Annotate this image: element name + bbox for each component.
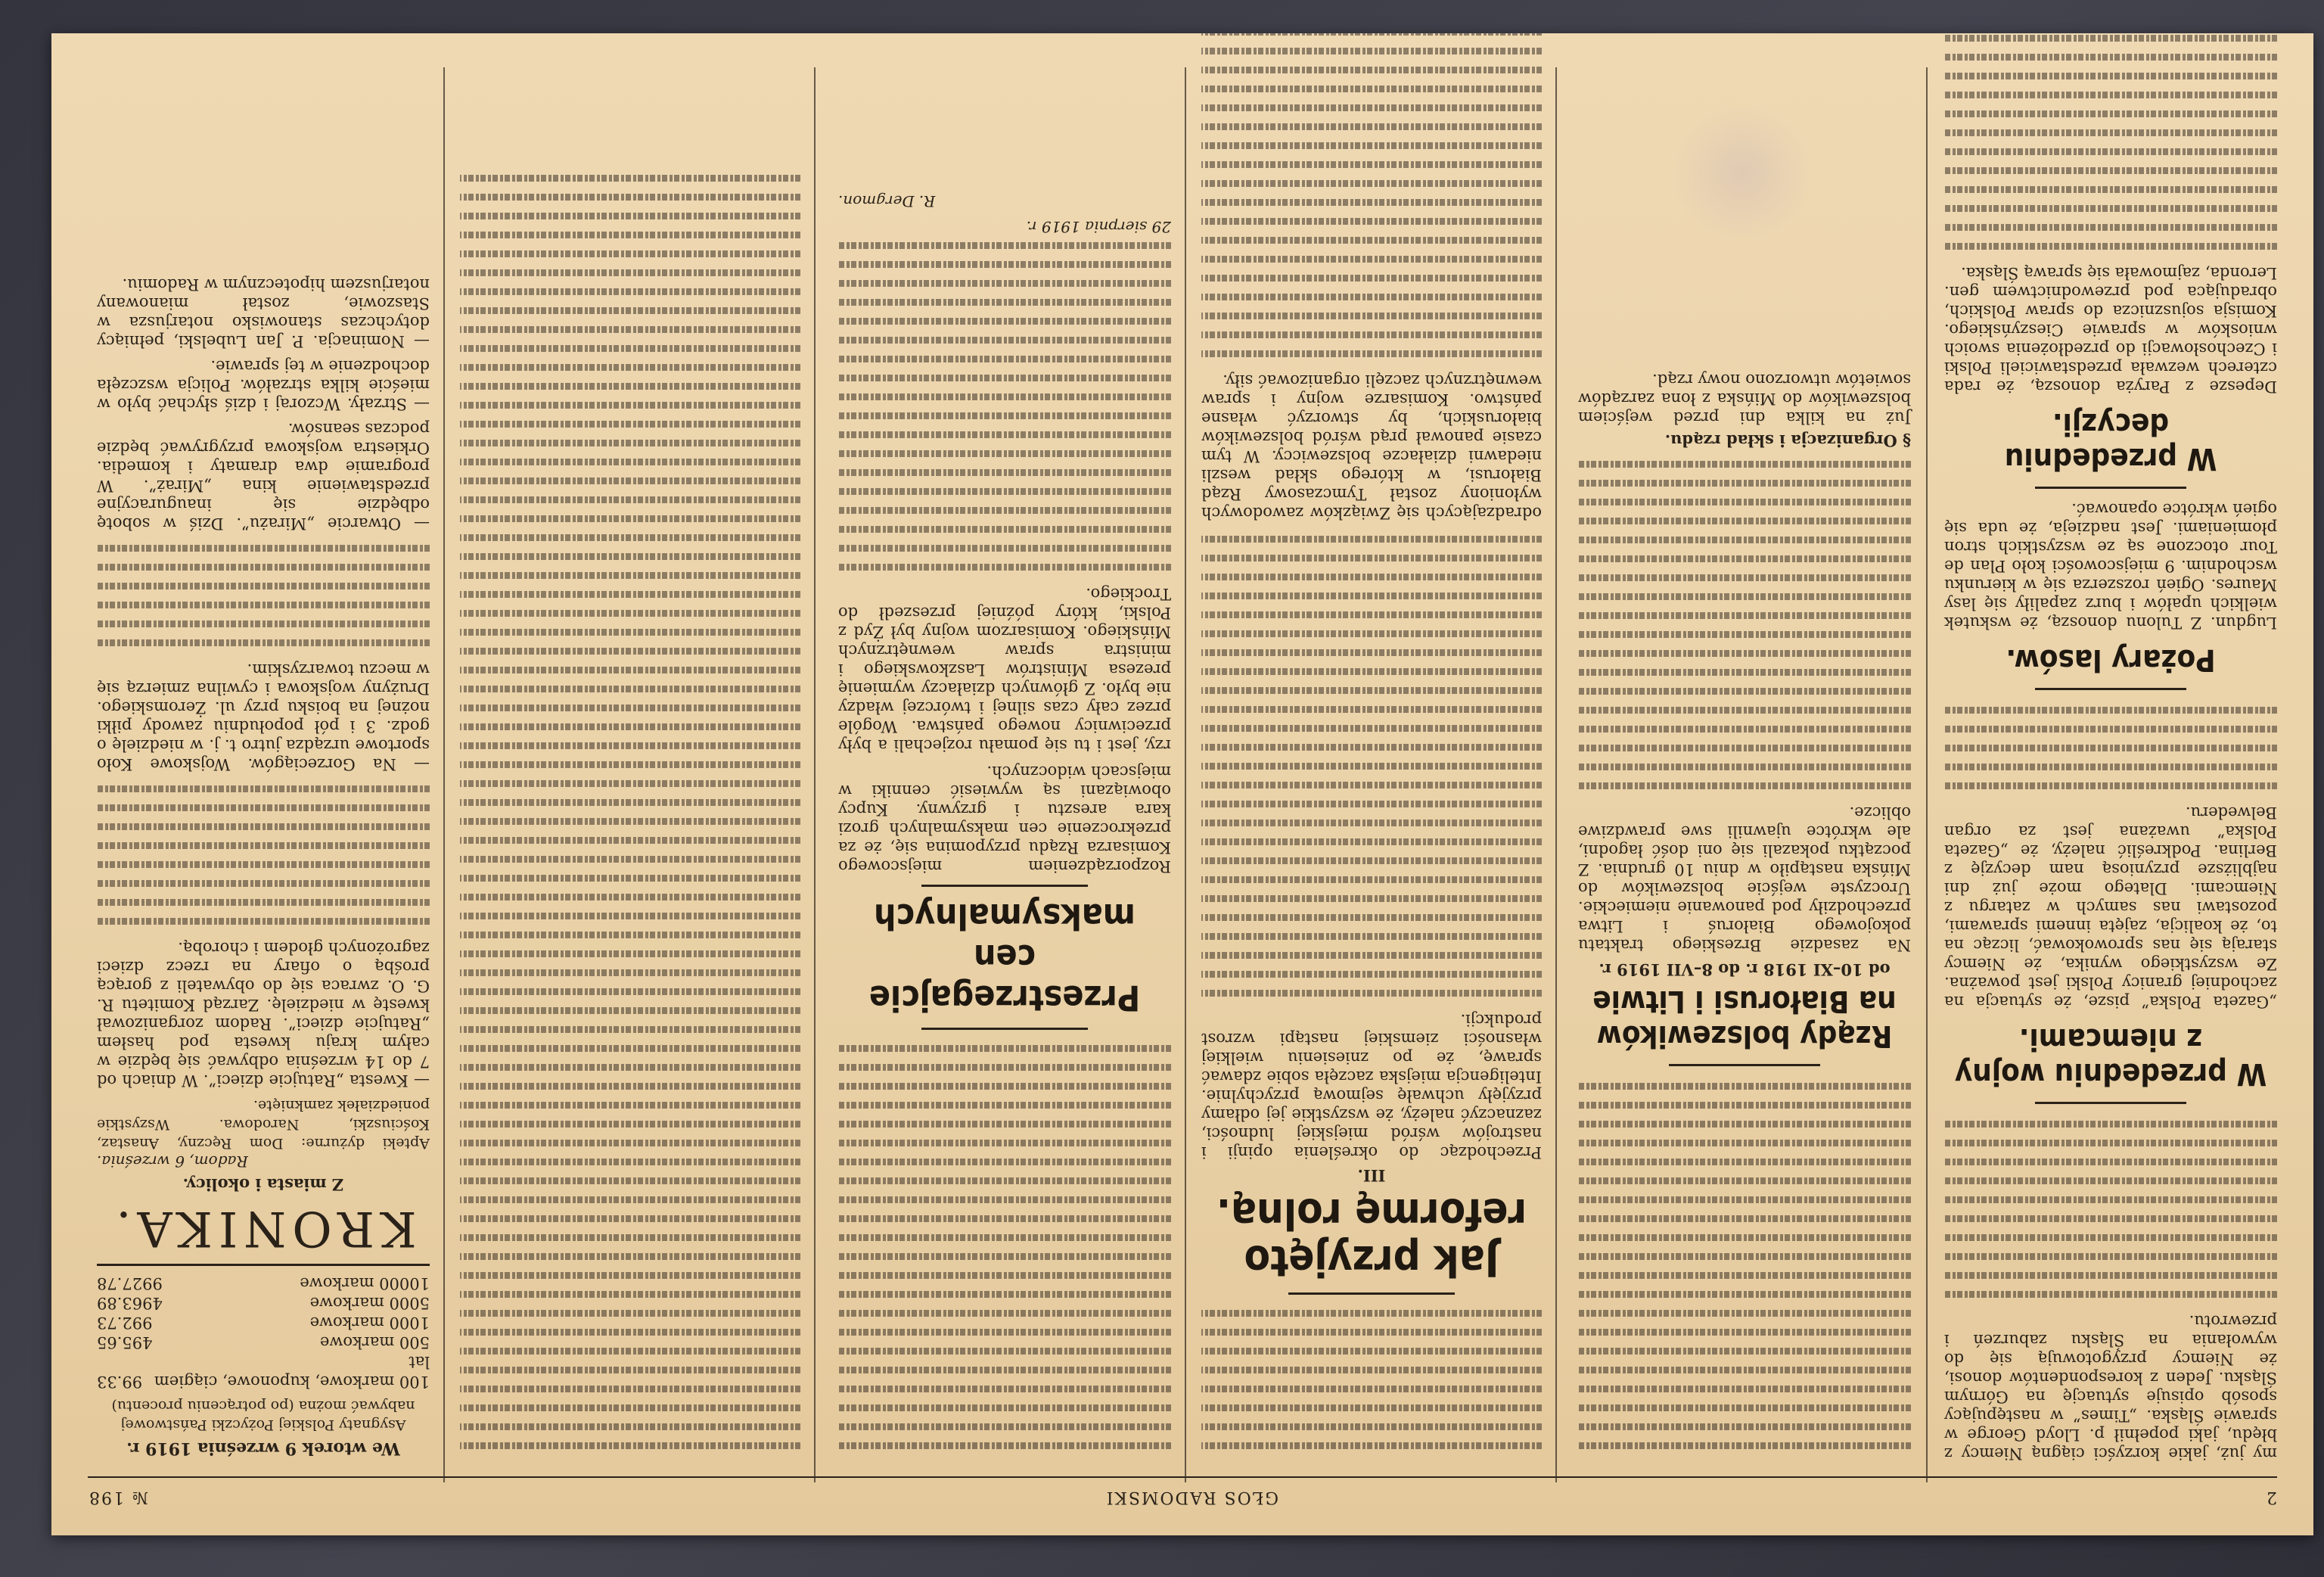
section-number: III. — [1357, 1166, 1386, 1185]
pharmacy-notice: Apteki dyżurne: Dom Ręczny, Anastaz, Kościuszki, Narodowa. Wszystkie poniedziałek zamknięte. — [97, 1097, 430, 1152]
divider — [1288, 1292, 1455, 1295]
loan-subtitle: Asygnaty Polskiej Pożyczki Państwowej nabywać można (po potrąceniu procentu) — [111, 1398, 415, 1433]
news-item: — Otwarcie „Mirażu”. Dziś w sobotę odbędzie się inauguracyjne przedstawienie kina „Miraż”. W programie dwa dramaty i komedia. Orkiestra wojskowa przygrywać będzie podczas seansów. — [97, 420, 430, 533]
divider — [2035, 688, 2186, 690]
article-text: Depesze z Paryża donoszą, że rada czterech wezwała przedstawicieli Polski i Czechosłowacji do przedłożenia swoich wniosków w sprawie Cieszyńskiego. Komisja sojusznicza do spraw Polskich, obradująca pod przewodnictwem gen. Leronda, zajmowała się sprawą Śląska. — [1944, 264, 2277, 396]
text-lines — [1578, 1077, 1911, 1455]
news-item: — Nominacja. P. Jan Lubelski, pełniący dotychczas stanowisko notarjusza w Staszowie, został mianowany notarjuszem hipotecznym w Radomiu. — [97, 275, 430, 350]
article-text: odradzających się Związków zawodowych wyłoniony został Tymczasowy Rząd Białorusi, w którego skład weszli niedawni działacze bolszewiccy. W tym czasie panował prąd wśród bolszewików białoruskich, by stworzyć własne państwo. Komisarze wojny i spraw wewnętrznych zaczęli organizować siły. — [1201, 372, 1542, 522]
table-row — [97, 1313, 430, 1333]
column-right — [88, 33, 800, 1535]
text-lines — [838, 236, 1171, 577]
column-right-b — [97, 275, 430, 1463]
article-text: „Gazeta Polska” pisze, że sytuacja na zachodniej granicy Polski jest poważna. Ze wszystkiego wynika, że Niemcy starają się nas sprowokować, licząc na to, że koalicja, zajęta innemi sprawami, pozostawi nas samych w zatargu z Niemcami. Dlatego może już dni najbliższe przyniosą nam decyzję z Berlina. Podkreślić należy, że „Gazeta Polska” uważana jest za organ Belwederu. — [1944, 804, 2277, 1011]
headline: Rządy bolszewików na Białorusi i Litwie — [1592, 984, 1897, 1053]
article-text: Już na kilka dni przed wejściem bolszewików do Mińska z łona zarządów sowietów utworzono nowy rząd. — [1578, 371, 1911, 427]
loan-label: 500 markowe — [319, 1333, 430, 1351]
newspaper-page — [51, 33, 2313, 1535]
article-signature: R. Dergmon. — [838, 192, 936, 210]
news-item: — Na Gorzeciągów. Wojskowe Koło sportowe urządza jutro t. j. w niedzielę o godz. 3 i pół popołudniu zawody piłki nożnej na boisku przy ul. Żeromskiego. Drużyny wojskowa i cywilna zmierzą się w meczu towarzyskim. — [97, 661, 430, 773]
column-rule — [1555, 67, 1557, 1482]
divider — [2035, 1102, 2186, 1104]
headline: Przestrzegajcie cen maksymalnych — [868, 896, 1141, 1019]
section-subtitle: Z miasta i okolicy. — [182, 1175, 344, 1194]
loan-label: 10000 markowe — [300, 1274, 430, 1292]
masthead-title: GŁOS RADOMSKI — [1105, 1488, 1279, 1507]
headline: Jak przyjęto reformę rolną. — [1216, 1189, 1527, 1285]
article-date: 29 sierpnia 1919 r. — [1026, 218, 1171, 236]
page-number: 2 — [2265, 1488, 2277, 1507]
divider — [1669, 1064, 1820, 1066]
loan-table — [97, 1274, 430, 1392]
text-lines — [1578, 455, 1911, 795]
column-middle-a — [1201, 33, 1542, 1463]
subheadline: od 10–XI 1918 r. do 8–VII 1919 r. — [1599, 960, 1891, 979]
text-lines — [1201, 530, 1542, 1003]
column-left-b — [1578, 370, 1911, 1463]
article-text: Rozporządzeniem miejscowego Komisarza Rządu przypomina się, że za przekroczenie cen maksymalnych grozi kara aresztu i grzywny. Kupcy obowiązani są wywiesić cenniki w miejscach widocznych. — [838, 763, 1171, 876]
divider — [97, 1264, 430, 1266]
dateline: Radom, 6 września. — [97, 1152, 248, 1171]
article-text: Lugdun. Z Tulonu donoszą, że wskutek wielkich upałów i burz zapaliły się lasy Maures. Ogień rozszerza się w kierunku wschodnim. 9 miejscowości koło Plan de Tour otoczone są ze wszystkich stron płomieniami. Jest nadzieja, że uda się ogień wkrótce opanować. — [1944, 500, 2277, 632]
issue-number: № 198 — [88, 1488, 148, 1507]
article-text: Na zasadzie Brzeskiego traktatu pokojowego Białoruś i Litwa przechodziły pod panowanie niemieckie. Uroczyste wejście bolszewików do Mińska nastąpiło w dniu 10 grudnia. Z początku pokazali się oni dość łagodni, ale wkrótce ujawnili swe prawdziwe oblicze. — [1578, 804, 1911, 954]
loan-value: 4963.89 — [97, 1294, 163, 1312]
table-row — [97, 1333, 430, 1352]
loan-value: 992.73 — [97, 1314, 153, 1332]
loan-label: 5000 markowe — [309, 1294, 430, 1312]
divider — [921, 1028, 1088, 1030]
text-lines — [1201, 1304, 1542, 1455]
text-lines — [460, 169, 800, 1455]
text-lines — [1944, 33, 2277, 256]
column-middle — [831, 33, 1542, 1535]
article-text: Przechodząc do określenia opinji i nastrojów wśród miejskiej ludności, zaznaczyć należy, że wszystkie jej odłamy przyjęły uchwałę sejmową przychylnie. Inteligencja miejska zaczęła sobie zdawać sprawę, że po zniesieniu wielkiej własności ziemskiej nastąpi wzrost produkcji. — [1201, 1011, 1542, 1162]
table-row — [97, 1352, 430, 1392]
column-rule — [1926, 67, 1928, 1482]
loan-header: We wtorek 9 września 1919 r. — [126, 1439, 400, 1458]
column-rule — [814, 67, 816, 1482]
loan-label: 1000 markowe — [309, 1314, 430, 1332]
loan-value: 99.33 — [97, 1373, 143, 1391]
rotated-newspaper-content — [51, 33, 2313, 1535]
news-item: — Kwesta „Ratujcie dzieci”. W dniach od 7 do 14 września odbywać się będzie w całym kraju kwesta pod hasłem „Ratujcie dzieci”. Radom zorganizował kwestę w niedzielę. Zarząd Komitetu R. G. O. zwraca się do obywateli z gorącą prośbą o ofiary na rzecz dzieci zagrożonych głodem i chorobą. — [97, 939, 430, 1090]
text-lines — [1944, 1115, 2277, 1304]
loan-value: 9927.78 — [97, 1274, 163, 1292]
text-lines — [97, 539, 430, 652]
headline: W przededniu wojny z niemcami. — [1954, 1022, 2267, 1091]
subheadline: § Organizacja i skład rządu. — [1664, 431, 1911, 450]
text-lines — [97, 779, 430, 931]
loan-value: 495.65 — [97, 1333, 153, 1351]
column-rule — [443, 67, 445, 1482]
section-title: KRONIKA. — [110, 1200, 417, 1256]
article-text: my już, jakie korzyści ciągną Niemcy z błędu, jaki popełnił p. Lloyd George w sprawie Śląska. „Times” w następujący sposób opisuje sytuację na Górnym Śląsku. Jeden z korespondentów donosi, że Niemcy przygotowują się do wywołania na Śląsku zaburzeń i przewrotu. — [1944, 1312, 2277, 1463]
divider — [2035, 487, 2186, 489]
table-row — [97, 1274, 430, 1293]
divider — [921, 885, 1088, 887]
text-lines — [1944, 701, 2277, 795]
text-lines — [838, 1039, 1171, 1455]
column-left — [1574, 33, 2277, 1535]
column-right-a — [460, 169, 800, 1463]
loan-label: 100 markowe, kuponowe, ciągiem lat — [154, 1353, 430, 1391]
table-row — [97, 1293, 430, 1313]
column-rule — [1185, 67, 1186, 1482]
article-text: rzy, jest i tu się pomału rozjechali a były przeciwnicy nowego państwa. Wogóle przez cały czas silnej i twórczej władzy nie było. Z głównych działaczy wymienię prezesa Ministrów Laszkowskiego i ministra spraw wewnętrznych Mińskiego. Komisarzom wojny był Żyd z Polski, który później przeszedł do Trockiego. — [838, 585, 1171, 754]
column-middle-b — [838, 192, 1171, 1463]
text-lines — [1201, 33, 1542, 363]
column-left-a — [1944, 33, 2277, 1463]
news-item: — Strzały. Wczoraj i dziś słychać było w mieście kilka strzałów. Policja wszczęła dochodzenie w tej sprawie. — [97, 357, 430, 413]
headline: W przededniu decyzji. — [2004, 406, 2217, 476]
headline: Pożary lasów. — [2006, 642, 2216, 677]
